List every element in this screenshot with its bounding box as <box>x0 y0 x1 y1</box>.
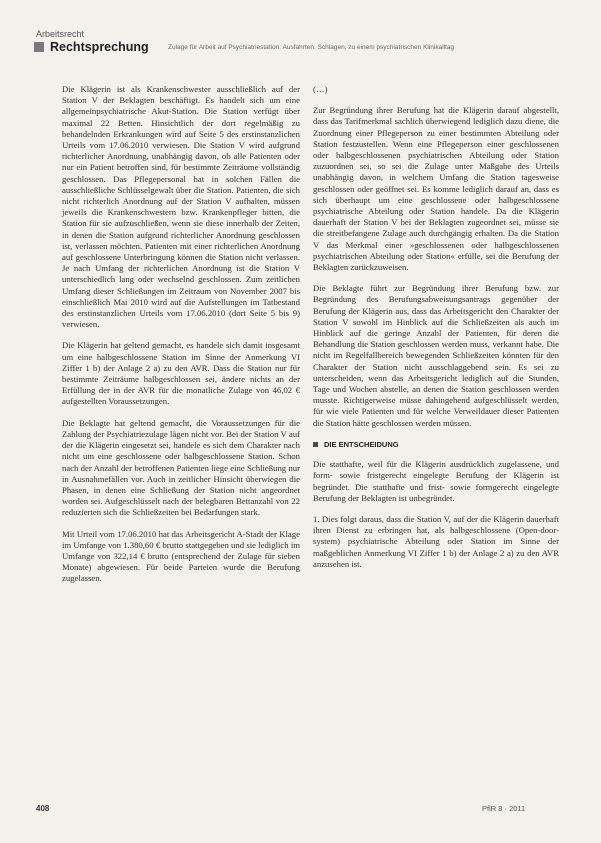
paragraph: 1. Dies folgt daraus, dass die Station V, auf der die Klägerin dauerhaft ihren Dienst zu erbringen hat, als halbgeschlossene (Open-door-system) psychiatrische Abteilung oder Station im Sinne der maßgeblichen Anmerkung VI Ziffer 1 b) der Anlage 2 a) zu den AVR anzusehen ist. <box>313 513 559 569</box>
paragraph: Die Beklagte hat geltend gemacht, die Voraussetzungen für die Zahlung der Psychiatriezulage lägen nicht vor. Bei der Station V auf der die Klägerin eingesetzt sei, handele es sich dem Charakter nach nicht um eine geschlossene oder halbgeschlossene Station. Schon nach der Anzahl der betroffenen Patienten liege eine Schließung nur in Ausnahmefällen vor. Auch in zeitlicher Hinsicht überwiegen die Phasen, in denen eine Schließung der Station nicht angeordnet worden sei. Aufgeschlüsselt nach der belegbaren Bettanzahl von 22 reduzierten sich die Schließzeiten bei Bedarfungen stark. <box>62 417 300 518</box>
header-title: Rechtsprechung <box>50 40 149 54</box>
header-subtitle: Zulage für Arbeit auf Psychiatriestation: Ausfahrten. Schlagen, zu einem psychiatrischen Klinikalltag <box>168 44 455 51</box>
paragraph: Die statthafte, weil für die Klägerin ausdrücklich zugelassene, und form- sowie fristgerecht eingelegte Berufung der Klägerin ist begründet. Die statthafte und frist- sowie formgerecht eingelegte Berufung der Beklagten ist unbegründet. <box>313 459 559 503</box>
paragraph: Zur Begründung ihrer Berufung hat die Klägerin darauf abgestellt, dass das Tarifmerkmal sachlich überwiegend lediglich dazu diene, die Zuordnung einer Pflegeperson zu einer bestimmten Abteilung oder Station festzustellen. Wenn eine Pflegeperson einer geschlossenen oder halbgeschlossenen psychiatrischen Abteilung oder Station zuzuordnen sei, so sei die Zulage unter Maßgabe des Urteils unabhängig davon, in welchem Umfang die Station tagesweise geschlossen oder geöffnet sei. Es komme lediglich darauf an, dass es sich überhaupt um eine geschlossene oder halbgeschlossene psychiatrische Abteilung oder Station handele. Da die Klägerin dauerhaft der Station V bei der Beklagten zugeordnet sei, müsse sie die streitbefangene Zulage auch durchgängig erhalten. Da die Station V das Merkmal einer »geschlossenen oder halbgeschlossenen psychiatrischen Abteilung oder Station« erfülle, sei die Berufung der Beklagten zurückzuweisen. <box>313 105 559 273</box>
section-heading-text: DIE ENTSCHEIDUNG <box>324 439 399 449</box>
heading-square-icon <box>313 442 318 447</box>
paragraph: Die Klägerin hat geltend gemacht, es handele sich damit insgesamt um eine halbgeschlossene Station im Sinne der Anmerkung VI Ziffer 1 b) der Anlage 2 a) zu den AVR. Dass die Station nur für bestimmte Zeiträume halbgeschlossen sei, ändere nichts an der Erfüllung der in der AVR für die monatliche Zulage von 46,02 € aufgestellten Voraussetzungen. <box>62 340 300 407</box>
header-square-icon <box>34 42 44 52</box>
ellipsis: (…) <box>313 84 328 94</box>
section-label: Arbeitsrecht <box>36 29 85 39</box>
paragraph: Die Beklagte führt zur Begründung ihrer Berufung bzw. zur Begründung des Berufungsabweisungsantrags gegenüber der Berufung der Klägerin aus, dass das Arbeitsgericht den Charakter der Station V sowohl im Hinblick auf die Schließzeiten als auch im Hinblick auf die geringe Anzahl der Patienten, für deren die Behandlung die Station geschlossen werden muss, verkannt habe. Die nicht im Regelfallbereich bewegenden Schließzeiten könnten für den Charakter der Station nicht ausschlaggebend sein. Es sei zu unterscheiden, wenn das Arbeitsgericht lediglich auf die Stunden, Tage und Wochen abstelle, an denen die Station geschlossen werden musste. Richtigerweise müsse dahingehend aufgeschlüsselt werden, für wie viele Patienten und für welche Verweildauer dieser Patienten die Station hätte geschlossen werden müssen. <box>313 283 559 428</box>
paragraph: Die Klägerin ist als Krankenschwester ausschließlich auf der Station V der Beklagten beschäftigt. Es handelt sich um eine allgemeinpsychiatrische Akut-Station. Die Station verfügt über maximal 22 Betten. Hinsichtlich der dort regelmäßig zu behandelnden Erkrankungen wird auf Seite 5 des erstinstanzlichen Urteils vom 17.06.2010 verwiesen. Die Station V wird aufgrund richterlicher Anordnung, unabhängig davon, ob alle Patienten oder nur ein Patient betroffen sind, für bestimmte Zeiträume vollständig geschlossen. Das Pflegepersonal hat in solchen Fällen die ausschließliche Schlüsselgewalt über die Station. Patienten, die sich nicht richterlich Anordnung auf der Station V aufhalten, müssen jeweils die Krankenschwestern bzw. Krankenpfleger bitten, die Station für sie aufzuschließen, wenn sie diese innerhalb der Zeiten, in denen die Station aufgrund richterlicher Anordnung geschlossen ist, verlassen möchten. Patienten mit einer richterlichen Anordnung auf geschlossene Unterbringung können die Station nicht verlassen. Je nach Umfang der richterlichen Anordnung ist die Station V unterschiedlich lang oder wechselnd geschlossen. Zum zeitlichen Umfang dieser Schließungen im Zeitraum von November 2007 bis einschließlich Mai 2010 wird auf die Aufstellungen im Tatbestand des erstinstanzlichen Urteils vom 17.06.2010 (dort Seite 5 bis 9) verwiesen. <box>62 84 300 330</box>
paragraph: Mit Urteil vom 17.06.2010 hat das Arbeitsgericht A-Stadt der Klage im Umfange von 1.380,60 € brutto stattgegeben und sie lediglich im Umfange von 322,14 € brutto (entsprechend der Zulage für sieben Monate) abgewiesen. Für beide Parteien wurde die Berufung zugelassen. <box>62 528 300 584</box>
section-heading <box>313 439 559 450</box>
left-column <box>62 84 300 595</box>
right-column <box>313 84 559 580</box>
journal-issue: PflR 8 · 2011 <box>482 804 526 813</box>
page-number: 408 <box>36 804 50 813</box>
